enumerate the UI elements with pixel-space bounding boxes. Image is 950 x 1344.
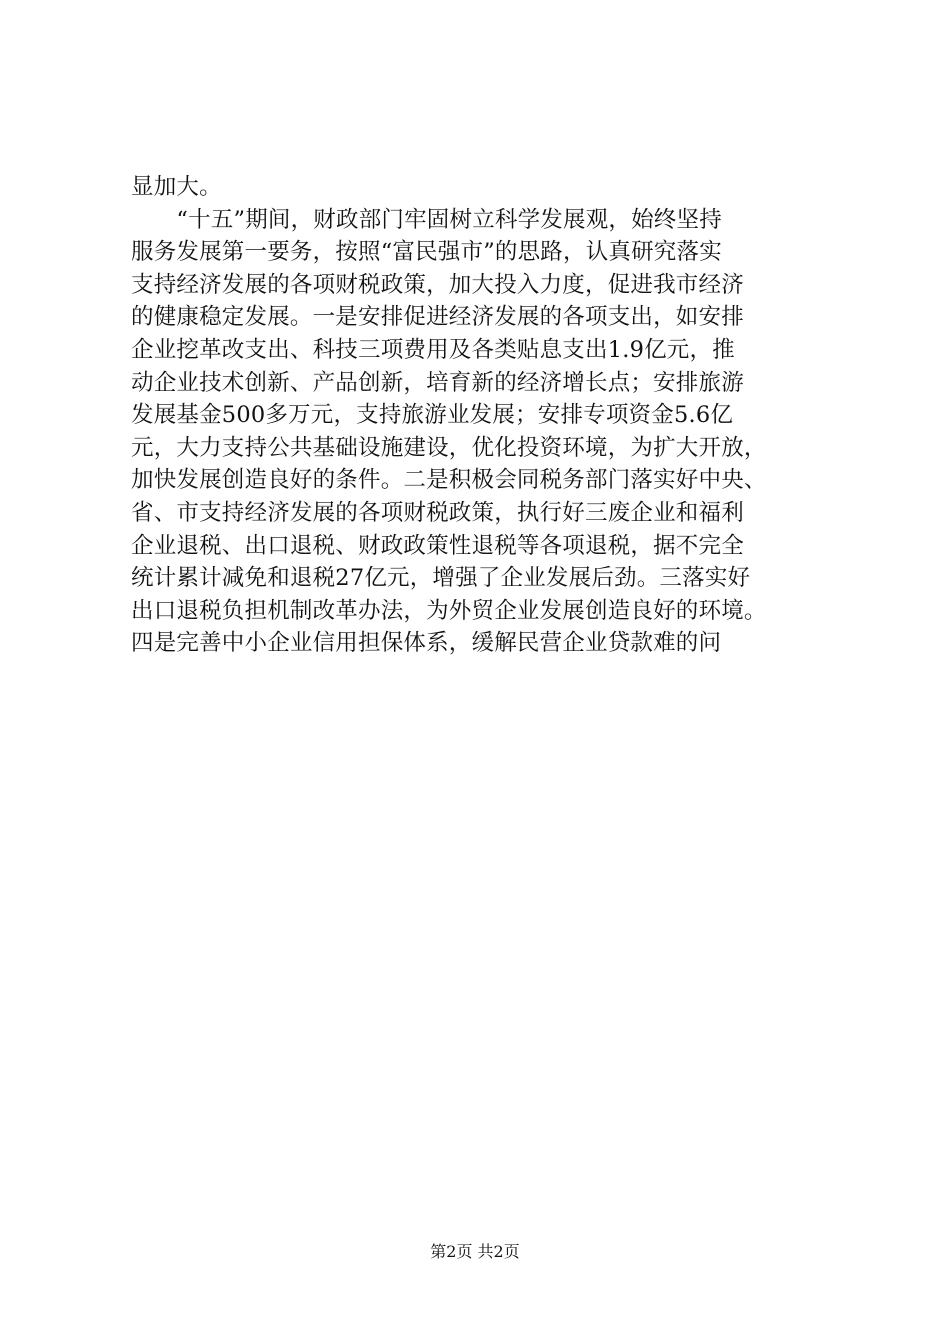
- text-line: 四是完善中小企业信用担保体系，缓解民营企业贷款难的问: [131, 630, 722, 657]
- text-line: 企业退税、出口退税、财政政策性退税等各项退税，据不完全: [131, 532, 744, 559]
- body-text: [131, 171, 831, 660]
- text-line: 加快发展创造良好的条件。二是积极会同税务部门落实好中央、: [131, 467, 767, 494]
- text-line: 服务发展第一要务，按照“富民强市”的思路，认真研究落实: [131, 239, 722, 266]
- text-line: 动企业技术创新、产品创新，培育新的经济增长点；安排旅游: [131, 369, 744, 396]
- text-line: 出口退税负担机制改革办法，为外贸企业发展创造良好的环境。: [131, 597, 767, 624]
- text-line: 企业挖革改支出、科技三项费用及各类贴息支出1.9亿元，推: [131, 336, 735, 363]
- text-line: 发展基金500多万元，支持旅游业发展；安排专项资金5.6亿: [131, 402, 734, 429]
- text-line: 的健康稳定发展。一是安排促进经济发展的各项支出，如安排: [131, 304, 744, 331]
- text-line: 显加大。: [131, 174, 222, 200]
- text-line: “十五”期间，财政部门牢固树立科学发展观，始终坚持: [131, 206, 722, 233]
- text-line: 统计累计减免和退税27亿元，增强了企业发展后劲。三落实好: [131, 565, 751, 592]
- text-line: 元，大力支持公共基础设施建设，优化投资环境，为扩大开放，: [131, 434, 767, 461]
- text-line: 支持经济发展的各项财税政策，加大投入力度，促进我市经济: [131, 271, 744, 298]
- page-number: 第2页 共2页: [430, 1242, 520, 1261]
- text-line: 省、市支持经济发展的各项财税政策，执行好三废企业和福利: [131, 499, 744, 526]
